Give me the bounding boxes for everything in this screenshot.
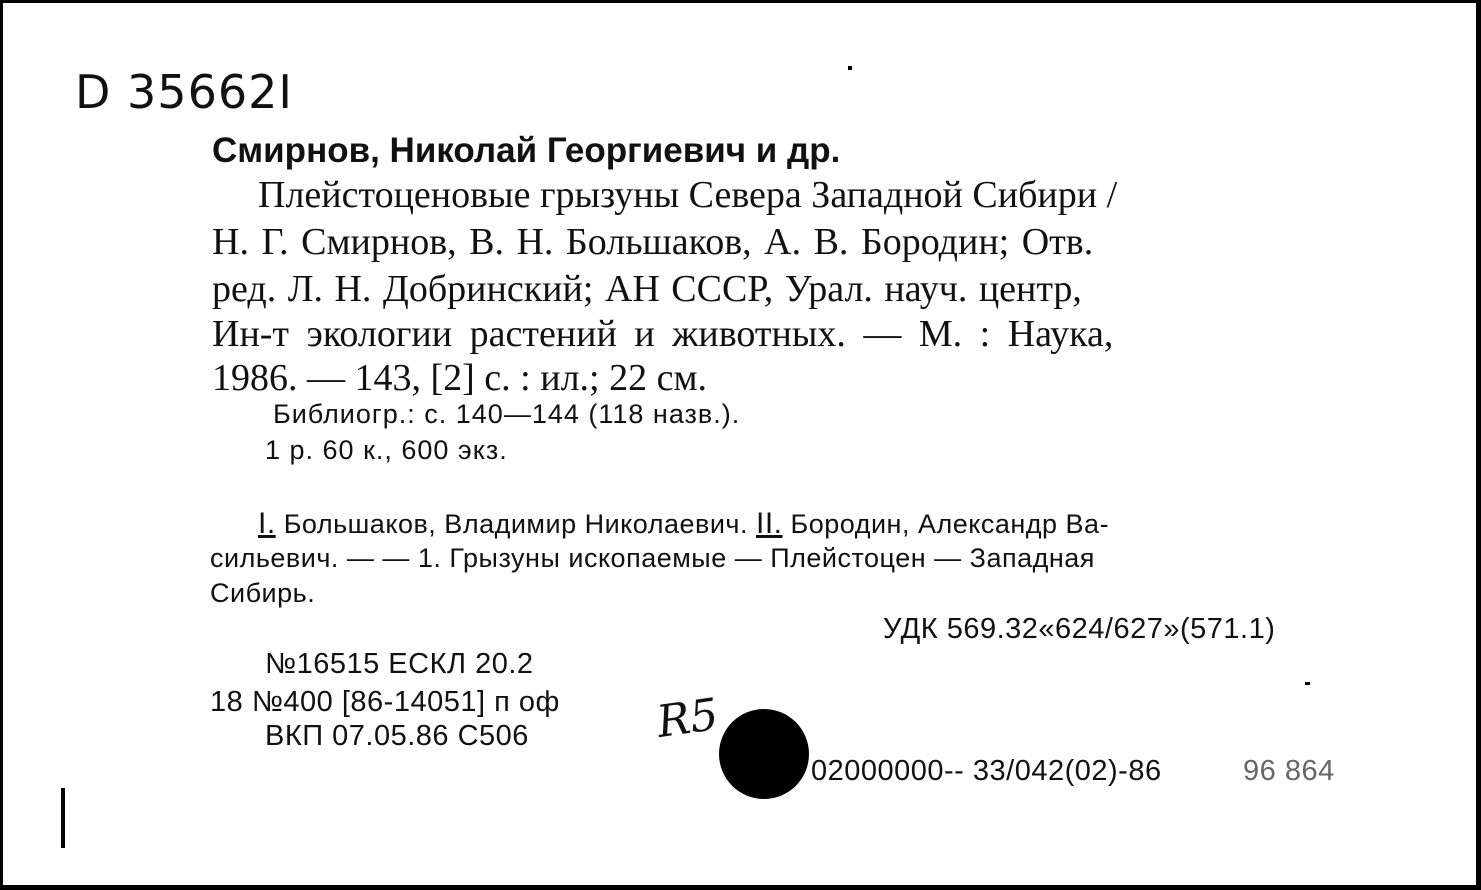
author-heading: Смирнов, Николай Георгиевич и др. bbox=[212, 131, 841, 170]
catalog-card bbox=[3, 3, 1476, 885]
call-number: D 35662I bbox=[75, 65, 293, 119]
bottom-code: 02000000-- 33/042(02)-86 bbox=[811, 755, 1162, 787]
tech-line-1: №16515 ЕСКЛ 20.2 bbox=[265, 648, 534, 680]
description-line-3: ред. Л. Н. Добринский; АН СССР, Урал. науч. центр, bbox=[212, 268, 1082, 310]
added-entry-2: Бородин, Александр Ва- bbox=[790, 509, 1110, 539]
bibliography-note: Библиогр.: с. 140—144 (118 назв.). bbox=[273, 399, 741, 429]
tech-line-2: 18 №400 [86-14051] п оф bbox=[210, 686, 560, 718]
added-entry-1: Большаков, Владимир Николаевич. bbox=[283, 509, 748, 539]
handwritten-mark: R5 bbox=[653, 688, 722, 749]
description-line-2: Н. Г. Смирнов, В. Н. Большаков, А. В. Бородин; Отв. bbox=[212, 221, 1094, 263]
ink-blot bbox=[719, 709, 809, 799]
description-line-4: Ин-т экологии растений и животных. — М. : Наука, bbox=[212, 313, 1114, 355]
price-note: 1 р. 60 к., 600 экз. bbox=[265, 435, 508, 465]
added-entry-number-2: II. bbox=[756, 507, 783, 540]
speck bbox=[848, 66, 852, 70]
added-entries-line-1 bbox=[258, 507, 1109, 541]
description-line-1: Плейстоценовые грызуны Севера Западной Сибири / bbox=[258, 174, 1118, 216]
description-line-5: 1986. — 143, [2] с. : ил.; 22 см. bbox=[212, 357, 708, 399]
bottom-code-tail: 96 864 bbox=[1243, 755, 1335, 787]
speck bbox=[1305, 682, 1310, 685]
added-entries-line-2: сильевич. — — 1. Грызуны ископаемые — Плейстоцен — Западная bbox=[210, 543, 1095, 573]
tech-line-3: ВКП 07.05.86 С506 bbox=[265, 720, 529, 752]
added-entry-number-1: I. bbox=[258, 507, 276, 540]
edge-mark bbox=[61, 788, 65, 848]
udc-code: УДК 569.32«624/627»(571.1) bbox=[883, 613, 1276, 645]
added-entries-line-3: Сибирь. bbox=[210, 578, 316, 608]
